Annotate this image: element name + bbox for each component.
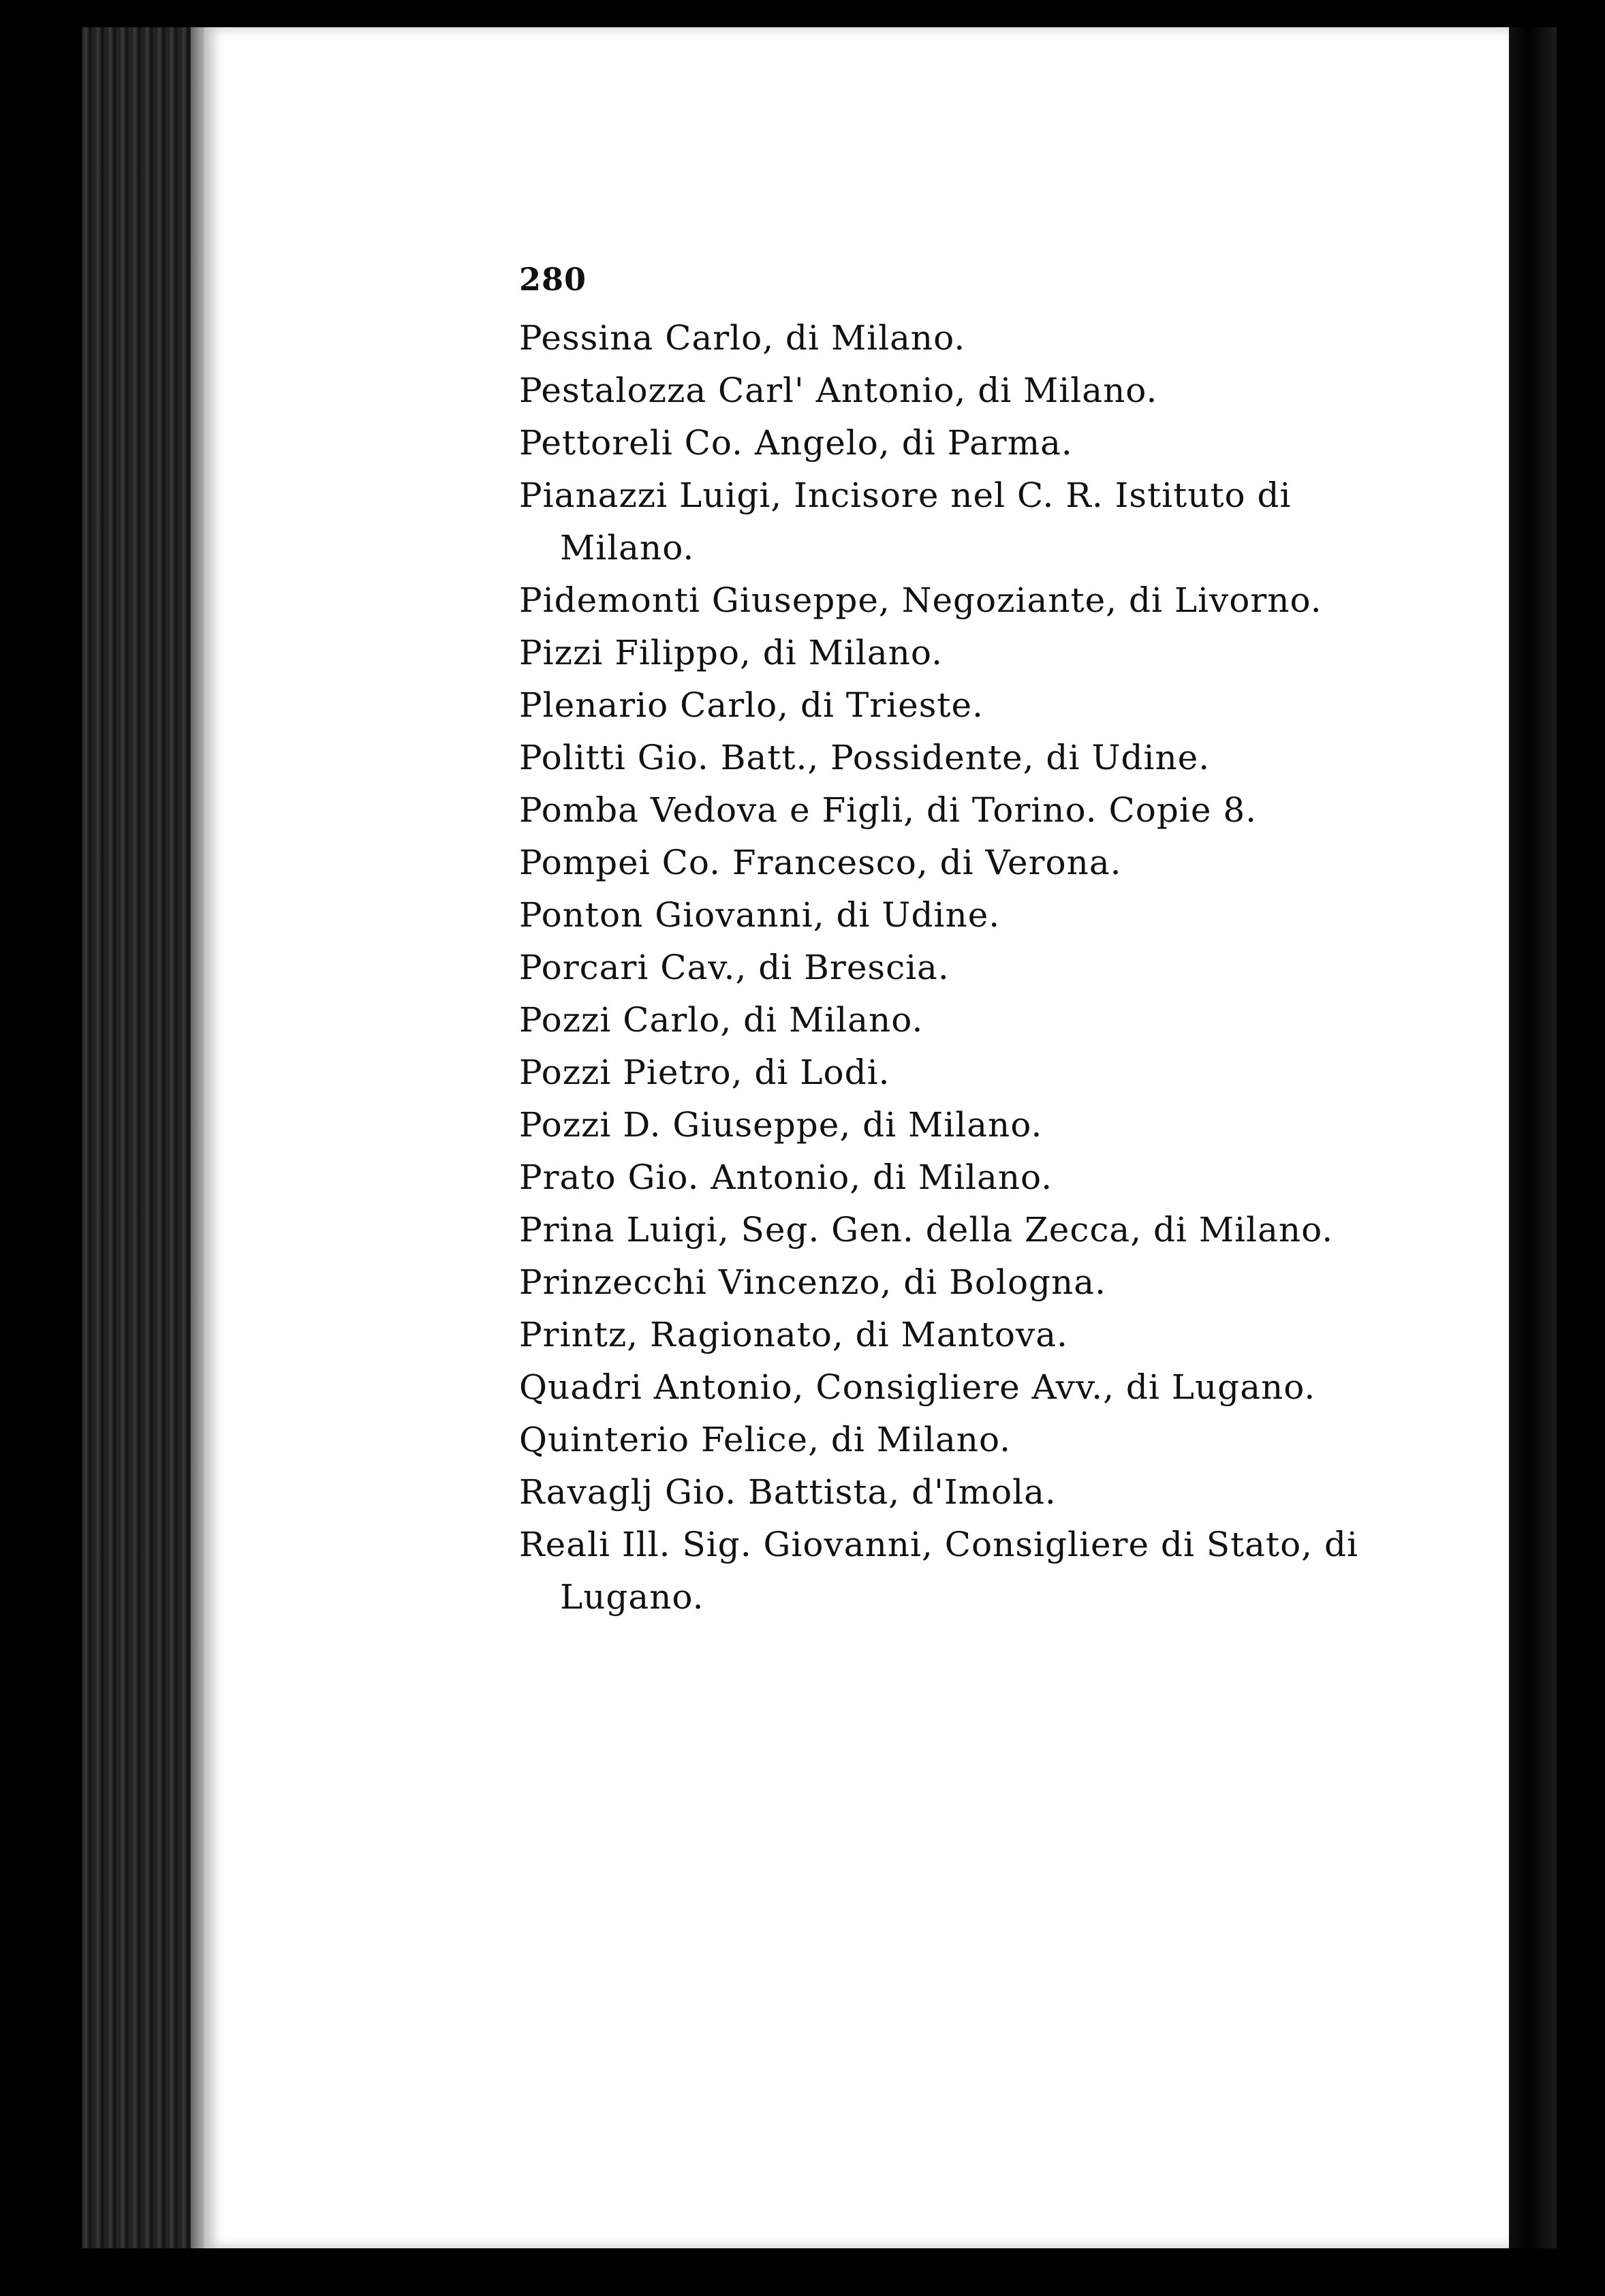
list-entry: Pestalozza Carl' Antonio, di Milano. [519,371,1158,410]
subscriber-list [519,259,1405,1624]
list-entry: Quinterio Felice, di Milano. [519,1420,1012,1459]
list-entry: Pomba Vedova e Figli, di Torino. Copie 8. [519,790,1258,830]
list-entry: Pettoreli Co. Angelo, di Parma. [519,423,1073,463]
list-entry: Pizzi Filippo, di Milano. [519,633,943,672]
list-entry: Pozzi Pietro, di Lodi. [519,1053,890,1092]
page-number: 280 [519,261,587,298]
list-entry: Pozzi D. Giuseppe, di Milano. [519,1105,1043,1145]
list-entry: Prinzecchi Vincenzo, di Bologna. [519,1262,1106,1302]
list-entry: Politti Gio. Batt., Possidente, di Udine. [519,738,1211,777]
list-entry: Pidemonti Giuseppe, Negoziante, di Livorno. [519,580,1322,620]
list-entry: Porcari Cav., di Brescia. [519,948,950,987]
list-entry: Prato Gio. Antonio, di Milano. [519,1158,1053,1197]
facing-page-edge [1509,27,1557,2248]
list-entry: Quadri Antonio, Consigliere Avv., di Lugano. [519,1367,1316,1407]
list-entry: Pompei Co. Francesco, di Verona. [519,843,1122,882]
list-entry: Pessina Carlo, di Milano. [519,318,966,358]
list-entry: Ponton Giovanni, di Udine. [519,895,1001,935]
book-spine [82,27,198,2248]
list-entry: Reali Ill. Sig. Giovanni, Consigliere di Stato, di Lugano. [519,1525,1358,1617]
list-entry: Plenario Carlo, di Trieste. [519,685,984,725]
list-entry: Prina Luigi, Seg. Gen. della Zecca, di Milano. [519,1210,1334,1250]
list-entry: Printz, Ragionato, di Mantova. [519,1315,1068,1354]
list-entry: Pianazzi Luigi, Incisore nel C. R. Istituto di Milano. [519,476,1292,568]
list-entry: Pozzi Carlo, di Milano. [519,1000,924,1040]
list-entry: Ravaglj Gio. Battista, d'Imola. [519,1472,1057,1512]
